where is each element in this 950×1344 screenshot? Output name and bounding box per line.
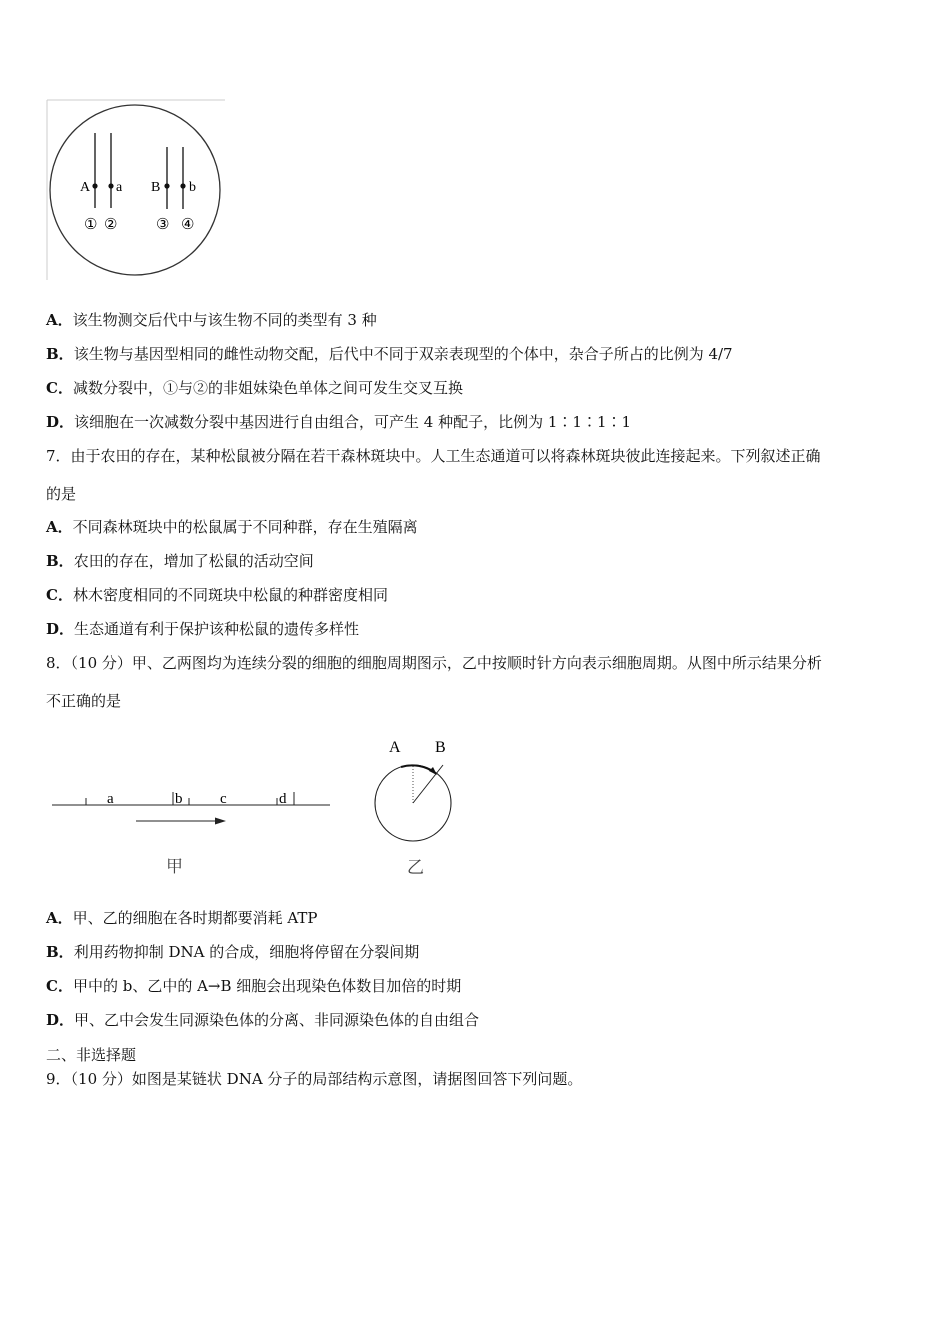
q7-option-d: D．生态通道有利于保护该种松鼠的遗传多样性: [46, 620, 360, 638]
cell-cycle-line-figure-jia: [50, 780, 340, 880]
q6-option-a: A．该生物测交后代中与该生物不同的类型有 3 种: [46, 311, 377, 329]
cell-cycle-circle-figure-yi: [365, 733, 465, 883]
q8-option-d: D．甲、乙中会发生同源染色体的分离、非同源染色体的自由组合: [46, 1011, 480, 1029]
allele-label-B: B: [151, 180, 161, 195]
point-label-A: A: [389, 739, 401, 756]
q8-stem-line2: 不正确的是: [46, 692, 122, 710]
chromosome-number-2: ②: [104, 217, 118, 233]
q7-option-b: B．农田的存在，增加了松鼠的活动空间: [46, 552, 314, 570]
segment-label-a: a: [107, 791, 114, 807]
segment-label-b: b: [175, 791, 183, 807]
figure-caption-yi: 乙: [407, 858, 424, 877]
point-label-B: B: [435, 739, 446, 756]
q9-stem: 9．（10 分）如图是某链状 DNA 分子的局部结构示意图，请据图回答下列问题。: [46, 1070, 583, 1088]
section-title-nonchoice: 二、非选择题: [46, 1046, 137, 1064]
allele-label-a: a: [116, 180, 123, 195]
q8-option-c: C．甲中的 b、乙中的 A→B 细胞会出现染色体数目加倍的时期: [46, 977, 462, 995]
allele-label-A: A: [80, 180, 91, 195]
q7-option-a: A．不同森林斑块中的松鼠属于不同种群，存在生殖隔离: [46, 518, 418, 536]
allele-label-b: b: [189, 180, 196, 195]
chromosome-number-1: ①: [84, 217, 98, 233]
cell-chromosome-figure: [40, 95, 230, 285]
segment-label-c: c: [220, 791, 227, 807]
q7-option-c: C．林木密度相同的不同斑块中松鼠的种群密度相同: [46, 586, 388, 604]
q8-option-a: A．甲、乙的细胞在各时期都要消耗 ATP: [46, 909, 318, 927]
segment-label-d: d: [279, 791, 287, 807]
q6-option-c: C．减数分裂中，①与②的非姐妹染色单体之间可发生交叉互换: [46, 379, 463, 397]
chromosome-number-3: ③: [156, 217, 170, 233]
q6-option-b: B．该生物与基因型相同的雌性动物交配，后代中不同于双亲表现型的个体中，杂合子所占的比例为 4/7: [46, 345, 733, 363]
q7-stem-line2: 的是: [46, 485, 77, 503]
chromosome-number-4: ④: [181, 217, 195, 233]
q7-stem-line1: 7．由于农田的存在，某种松鼠被分隔在若干森林斑块中。人工生态通道可以将森林斑块彼此连接起来。下列叙述正确: [46, 447, 821, 465]
q8-option-b: B．利用药物抑制 DNA 的合成，细胞将停留在分裂间期: [46, 943, 420, 961]
q6-option-d: D．该细胞在一次减数分裂中基因进行自由组合，可产生 4 种配子，比例为 1∶1∶1∶1: [46, 413, 632, 431]
figure-caption-jia: 甲: [166, 857, 183, 876]
q8-stem-line1: 8．（10 分）甲、乙两图均为连续分裂的细胞的细胞周期图示，乙中按顺时针方向表示细胞周期。从图中所示结果分析: [46, 654, 822, 672]
